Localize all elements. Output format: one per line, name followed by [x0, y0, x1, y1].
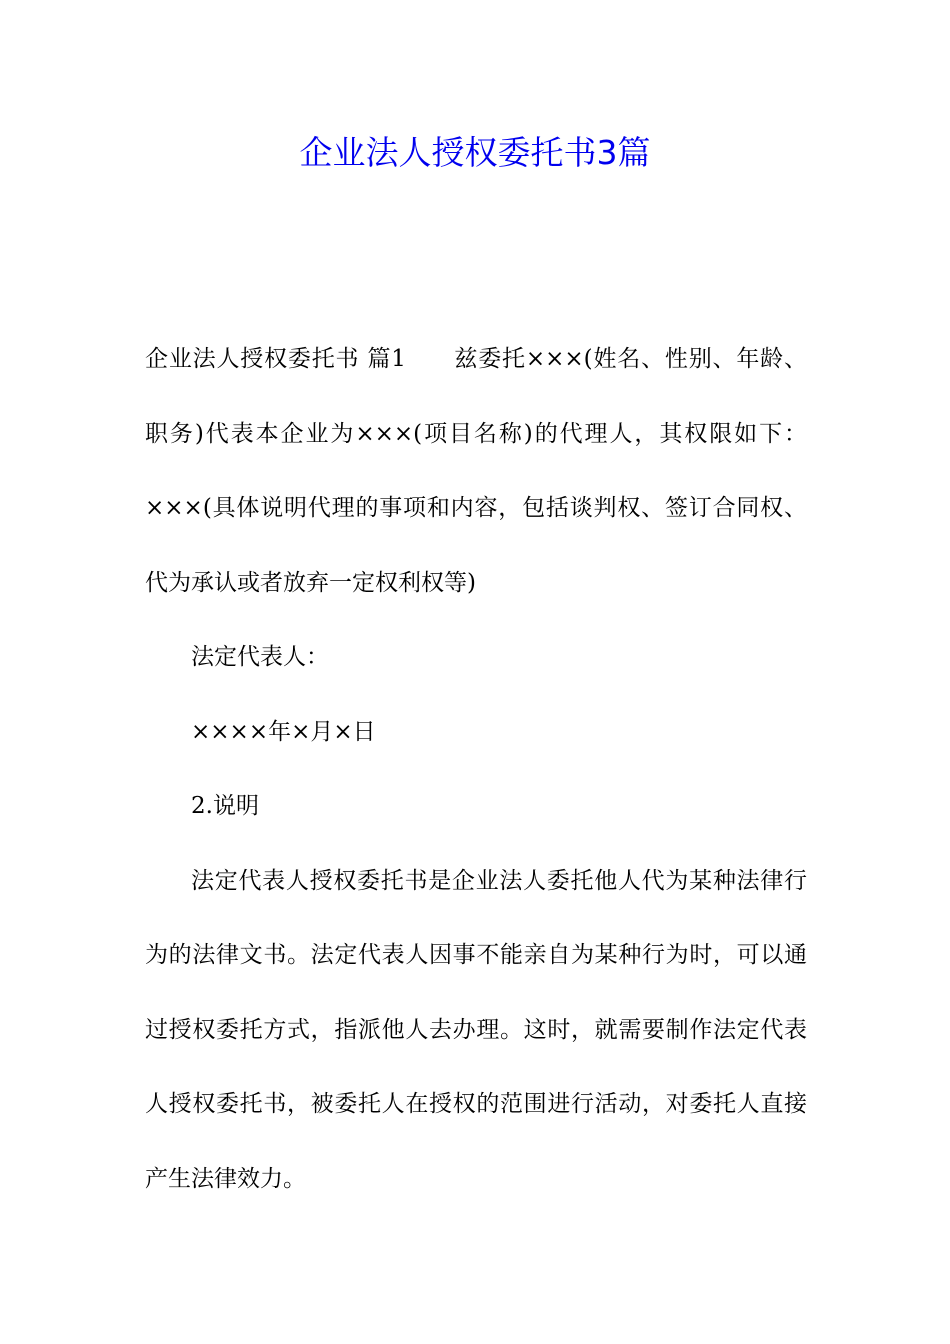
paragraph-section-heading: 2.说明	[191, 793, 259, 819]
document-body	[145, 322, 807, 1216]
paragraph-legal-representative: 法定代表人：	[191, 644, 329, 670]
paragraph-explanation: 法定代表人授权委托书是企业法人委托他人代为某种法律行为的法律文书。法定代表人因事不能亲自为某种行为时，可以通过授权委托方式，指派他人去办理。这时，就需要制作法定代表人授权委托书，被委托人在授权的范围进行活动，对委托人直接产生法律效力。	[145, 867, 807, 1192]
paragraph-date: ××××年×月×日	[191, 718, 376, 745]
document-title: 企业法人授权委托书3篇	[299, 133, 651, 172]
paragraph-intro: 企业法人授权委托书 篇1 兹委托×××(姓名、性别、年龄、职务)代表本企业为×××(项目名称)的代理人，其权限如下：×××(具体说明代理的事项和内容，包括谈判权、签订合同权、代为承认或者放弃一定权利权等)	[145, 346, 807, 596]
